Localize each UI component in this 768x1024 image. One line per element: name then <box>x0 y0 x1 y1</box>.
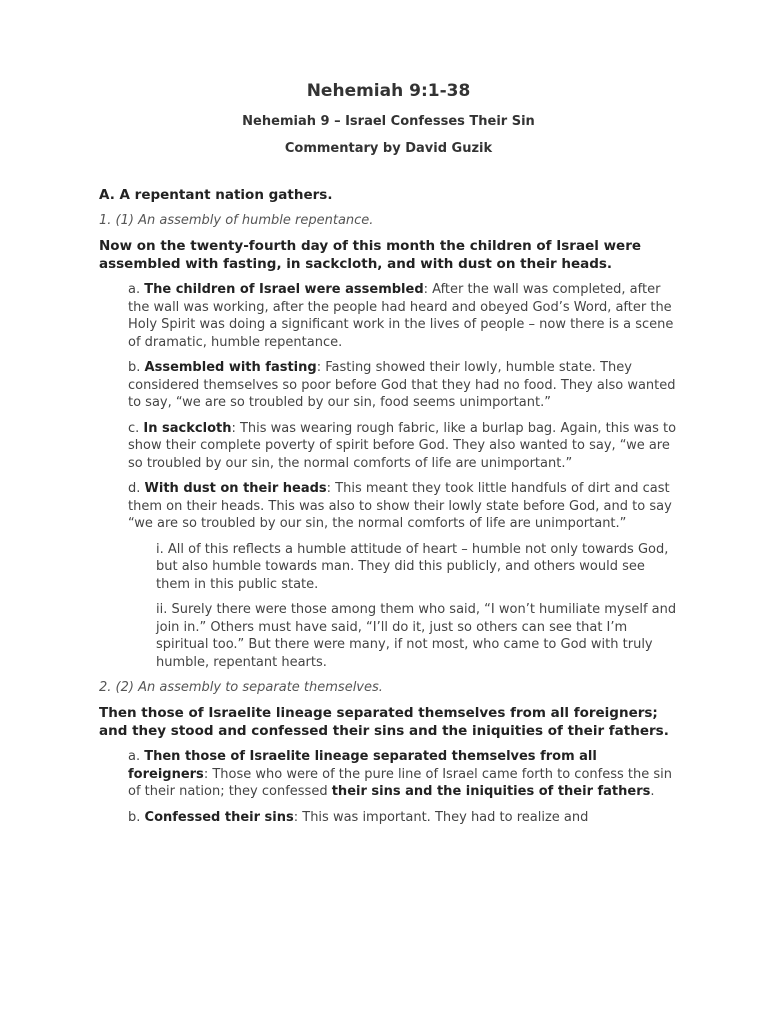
verse-1: Now on the twenty-fourth day of this month the children of Israel were assembled with fasting, in sackcloth, and with dust on their heads. <box>99 238 642 272</box>
note-marker: b. <box>128 809 145 825</box>
note-1b <box>128 359 678 412</box>
note-keyword: Then those of Israelite lineage separated themselves from all foreigners <box>128 749 597 782</box>
note-keyword: Confessed their sins <box>144 809 294 825</box>
note-marker: c. <box>128 420 144 436</box>
note-text: : Fasting showed their lowly, humble state. They considered themselves so poor before God that they had no food. They also wanted to say, “we are so troubled by our sin, food seems unimportant.” <box>128 360 676 410</box>
note-keyword-2: their sins and the iniquities of their fathers <box>331 784 651 799</box>
note-marker: d. <box>128 481 145 496</box>
point-heading-2: 2. (2) An assembly to separate themselves. <box>99 680 383 695</box>
note-text: : This was wearing rough fabric, like a burlap bag. Again, this was to show their complete poverty of spirit before God. They also wanted to say, “we are so troubled by our sin, the normal comforts of life are unimportant.” <box>128 420 677 471</box>
note-1d <box>128 480 678 533</box>
note-2b <box>128 809 678 827</box>
note-text: : This meant they took little handfuls of dirt and cast them on their heads. This was also to show their lowly state before God, and to say “we are so troubled by our sin, the normal comforts of life are unimportant.” <box>128 481 672 531</box>
note-1c <box>128 420 678 473</box>
note-marker: a. <box>128 282 145 297</box>
note-marker: b. <box>128 360 145 375</box>
page-title: Nehemiah 9:1-38 <box>306 81 471 101</box>
note-text: : This was important. They had to realize and <box>293 809 589 825</box>
note-1d-i: i. All of this reflects a humble attitude of heart – humble not only towards God, but also humble towards man. They did this publicly, and others would see them in this public state. <box>156 541 669 592</box>
note-text: : Those who were of the pure line of Israel came forth to confess the sin of their nation; they confessed <box>128 766 672 799</box>
note-keyword: With dust on their heads <box>144 481 327 496</box>
note-marker: a. <box>128 749 145 764</box>
note-2a <box>128 748 678 801</box>
chapter-subtitle: Nehemiah 9 – Israel Confesses Their Sin <box>242 114 535 129</box>
byline: Commentary by David Guzik <box>284 141 493 156</box>
note-keyword: In sackcloth <box>143 420 232 436</box>
note-text: : After the wall was completed, after the wall was working, after the people had heard and obeyed God’s Word, after the Holy Spirit was doing a significant work in the lives of people – now there is a scene of dramatic, humble repentance. <box>128 282 674 350</box>
note-1a <box>128 281 678 351</box>
verse-2: Then those of Israelite lineage separated themselves from all foreigners; and they stood and confessed their sins and the iniquities of their fathers. <box>99 705 669 739</box>
note-1d-ii: ii. Surely there were those among them who said, “I won’t humiliate myself and join in.” Others must have said, “I’ll do it, just so others can see that I’m spiritual too.” But there were many, if not most, who came to God with truly humble, repentant hearts. <box>156 602 677 670</box>
note-text-end: . <box>650 784 655 799</box>
point-heading-1: 1. (1) An assembly of humble repentance. <box>99 213 374 228</box>
section-heading-a: A. A repentant nation gathers. <box>99 187 333 203</box>
note-keyword: The children of Israel were assembled <box>144 282 424 297</box>
note-keyword: Assembled with fasting <box>144 360 317 375</box>
